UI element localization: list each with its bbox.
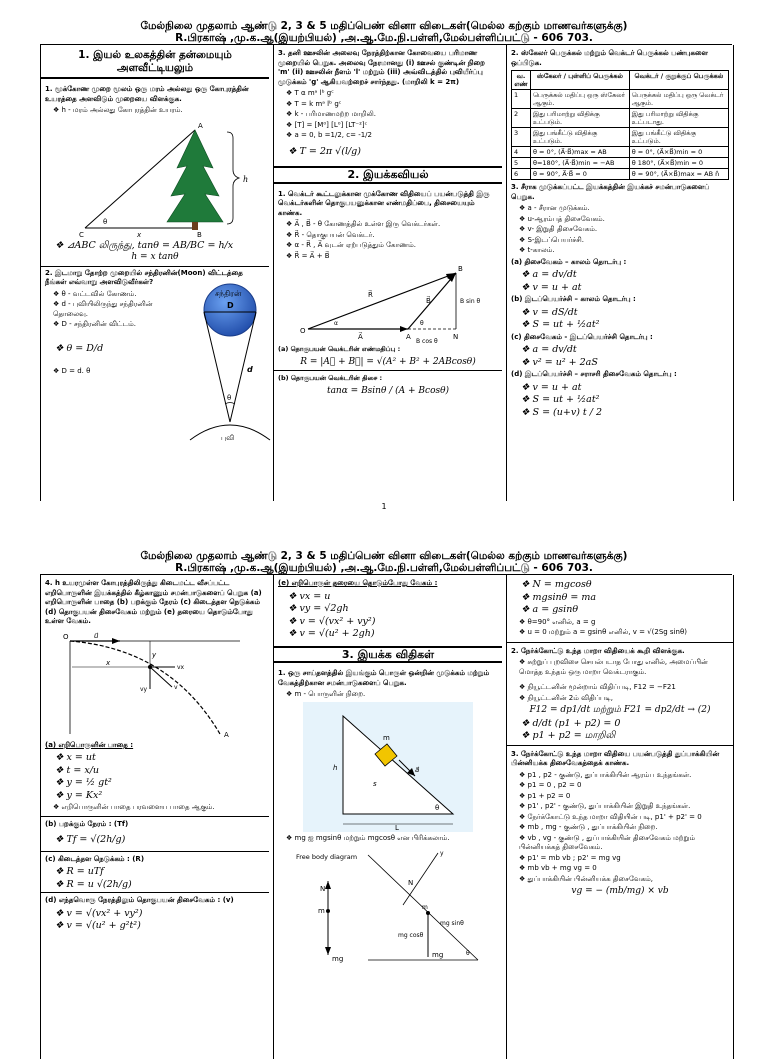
- equation: ❖ T = 2π √(l/g): [288, 145, 361, 157]
- svg-text:d: d: [247, 364, 253, 374]
- subheading: (a) திசைவேகம் – காலம் தொடர்பு :: [511, 257, 627, 266]
- svg-text:L: L: [395, 823, 399, 832]
- question: 1. மூக்கோண முறை மூலம் ஒரு மரம் அல்லது ஒரு கோபுரத்தின் உயரத்தை அளவிடும் முறையை விளக்குக.: [45, 85, 249, 103]
- equation: ❖ θ = D/d: [55, 342, 104, 354]
- table-cell: இது பரிமாற்று விதிக்கு உட்படும்.: [531, 109, 630, 128]
- equation: ❖ S = (u+v) t / 2: [521, 406, 603, 418]
- svg-text:θ: θ: [103, 217, 108, 226]
- svg-text:mg cosθ: mg cosθ: [398, 932, 424, 939]
- table-cell: θ = 0°, (A⃗·B⃗)max = AB: [531, 147, 630, 158]
- bullet: ❖ vb , vg - குண்டு , துப்பாக்கியின் திசைவேகம் மற்றும் பின்னியக்கத் திசைவேகம்.: [519, 833, 696, 851]
- equation: ❖ vy = √2gh: [288, 603, 349, 614]
- bullet: ❖ p1 + p2 = 0: [519, 791, 571, 800]
- svg-text:mg: mg: [432, 951, 444, 959]
- columns: [40, 44, 732, 442]
- bullet: ❖ எறிபொருளின் பாதை பரவளைய பாதை ஆகும்.: [53, 803, 215, 811]
- column-3: [506, 575, 734, 1059]
- table-cell: 3: [512, 128, 531, 147]
- table-cell: 4: [512, 147, 531, 158]
- svg-text:θ: θ: [420, 320, 424, 327]
- subheading: (a) எறிபொருளின் பாதை :: [45, 740, 134, 749]
- subheading: (d) எந்தவொரு நேரத்திலும் தொகுபயன் திசைவேகம் : (v): [45, 896, 234, 904]
- svg-text:y: y: [440, 850, 444, 857]
- bullet: ❖ d - புவியிலிருந்து சந்திரனின் தொலைவு.: [53, 300, 153, 318]
- table-header: வெக்டர் / குறுக்குப் பெருக்கல்: [629, 71, 728, 90]
- svg-text:mg sinθ: mg sinθ: [440, 920, 464, 927]
- subheading: (b) இடப்பெயர்ச்சி – காலம் தொடர்பு :: [511, 295, 636, 303]
- svg-text:A: A: [406, 333, 411, 341]
- equation: ❖ v = u + at: [521, 381, 582, 393]
- author-line: R.பிரகாஷ் ,மு.க.ஆ(இயற்பியல்) ,அ.ஆ.மே.நி.பள்ளி,மேல்பள்ளிப்பட்டு - 606 703.: [175, 562, 593, 574]
- bullet: ❖ p1 = 0 , p2 = 0: [519, 781, 582, 789]
- equation: ❖ t = x/u: [55, 764, 100, 776]
- table-cell: θ = 90°, (A⃗×B⃗)max = AB n̂: [629, 169, 728, 180]
- table-row: [512, 169, 729, 180]
- bullet: ❖ T α mᵃ lᵇ gᶜ: [286, 89, 334, 97]
- subheading: (c) கிடைத்தள நெடுக்கம் : (R): [45, 854, 145, 863]
- bullet: ❖ v- இறுதி திசைவேகம்.: [519, 225, 598, 233]
- page-2: [0, 540, 768, 1024]
- table-row: [512, 128, 729, 147]
- bullet: ❖ p1' , p2' - குண்டு, துப்பாக்கியின் இறுதி உந்தங்கள்.: [519, 802, 691, 810]
- svg-text:m: m: [383, 733, 390, 742]
- bullet: ❖ m - பொருளின் நிறை.: [286, 690, 366, 698]
- equation: ❖ vx = u: [288, 590, 331, 602]
- svg-text:N: N: [320, 885, 326, 893]
- svg-text:N: N: [408, 879, 414, 887]
- table-row: [512, 158, 729, 169]
- bullet: ❖ θ - வட்டவில் கோணம்.: [53, 289, 137, 298]
- bullet: ❖ h - மரம் அல்லது கோபுரத்தின் உயரம்.: [53, 106, 183, 114]
- svg-text:y: y: [152, 650, 157, 659]
- bullet: ❖ துப்பாக்கியின் பின்னியக்க திசைவேகம்,: [519, 874, 654, 883]
- page-number: 1: [381, 502, 387, 511]
- column-2: [273, 575, 502, 1059]
- vector-addition-diagram: [288, 263, 488, 343]
- bullet: ❖ A⃗ , B⃗ - θ கோணத்தில் உள்ள இரு வெக்டர்கள்.: [286, 220, 441, 228]
- svg-text:a⃗: a⃗: [415, 765, 420, 774]
- table-cell: θ = 0°, (A⃗×B⃗)min = 0: [629, 147, 728, 158]
- equation: ❖ mgsinθ = ma: [521, 591, 597, 603]
- equation: F12 = dp1/dt மற்றும் F21 = dp2/dt → (2): [529, 705, 711, 715]
- equation: R = |A⃗ + B⃗| = √(A² + B² + 2ABcosθ): [300, 356, 476, 367]
- svg-text:B: B: [197, 230, 202, 238]
- svg-text:u⃗: u⃗: [94, 631, 99, 640]
- question: 2. நேர்க்கோட்டு உந்த மாறா விதியைக் கூறி விளக்குக.: [511, 646, 685, 655]
- subheading: (b) பறக்கும் நேரம் : (Tf): [45, 819, 129, 828]
- svg-text:h: h: [333, 763, 338, 772]
- columns: [40, 574, 732, 963]
- question: 4. h உயரமுள்ள கோபுரத்திலிருந்து கிடைமட்ட வீசப்பட்ட எறிபொருளின் இயக்கத்தில் கீழ்காணும் சமன்பாடுகளைப் பெறுக (a) எறிபொருளின் பாதை (b) பறக்கும் நேரம் (c) கிடைத்தள நெடுக்கம் (d) தொகுபயன் திசைவேகம் மற்றும் (e) தரையை தொடும்போது உள்ள வேகம்.: [45, 579, 262, 625]
- bullet: ❖ k - பரிமாணமற்ற மாறிலி.: [286, 110, 377, 118]
- equation: h = x tanθ: [131, 252, 179, 262]
- equation: ❖ S = ut + ½at²: [521, 319, 600, 330]
- bullet: ❖ p1 , p2 - குண்டு, துப்பாக்கியின் ஆரம்ப உந்தங்கள்.: [519, 770, 692, 779]
- question: 3. சீராக முடுக்கப்பட்ட இயக்கத்தின் இயக்கச் சமன்பாடுகளைப் பெறுக.: [511, 183, 710, 201]
- table-cell: 1: [512, 90, 531, 109]
- svg-text:mg: mg: [332, 955, 344, 963]
- equation: ❖ p1 + p2 = மாறிலி: [521, 730, 616, 741]
- table-row: [512, 109, 729, 128]
- bullet: ❖ α - R⃗ , A⃗ வுடன் ஏற்படுத்தும் கோணம்.: [286, 241, 416, 249]
- column-3: [506, 45, 734, 501]
- equation: ❖ a = dv/dt: [521, 344, 577, 355]
- equation: ❖ v = √(u² + 2gh): [288, 628, 375, 639]
- section-title: 3. இயக்க விதிகள்: [274, 646, 502, 664]
- subheading: (d) இடப்பெயர்ச்சி – சராசரி திசைவேகம் தொடர்பு :: [511, 370, 677, 378]
- bullet: ❖ θ=90° எனில், a = g: [519, 617, 596, 626]
- equation: ❖ ⊿ABC லிருந்து, tanθ = AB/BC = h/x: [55, 239, 234, 251]
- svg-text:x: x: [106, 658, 111, 667]
- equation: ❖ v = √(u² + g²t²): [55, 920, 141, 931]
- tree-triangle-diagram: [55, 118, 255, 238]
- svg-text:B: B: [458, 265, 463, 273]
- moon-diameter-label: D: [227, 300, 234, 310]
- bullet: ❖ u-ஆரம்பத் திசைவேகம்.: [519, 214, 605, 223]
- equation: ❖ a = gsinθ: [521, 604, 579, 615]
- inclined-plane-diagram: [303, 702, 473, 832]
- svg-text:vx: vx: [177, 663, 185, 671]
- svg-text:A: A: [224, 730, 229, 739]
- equation: ❖ R = uTf: [55, 866, 104, 877]
- svg-text:A: A: [198, 121, 203, 130]
- page-title: மேல்நிலை முதலாம் ஆண்டு 2, 3 & 5 மதிப்பெண் வினா விடைகள்(மெல்ல கற்கும் மாணவர்களுக்கு): [140, 20, 628, 32]
- question: 3. நேர்க்கோட்டு உந்த மாறா விதியை பயன்படுத்தி துப்பாக்கியின் பின்னியக்க திசைவேகத்தைக் காண்க.: [511, 749, 720, 767]
- bullet: ❖ p1' = mb vb ; p2' = mg vg: [519, 853, 621, 862]
- table-row: [512, 90, 729, 109]
- table-cell: இது பரிமாற்று விதிக்கு உட்படாது.: [629, 109, 728, 128]
- table-cell: 5: [512, 158, 531, 169]
- svg-text:B sin θ: B sin θ: [460, 298, 481, 305]
- svg-text:R⃗: R⃗: [368, 291, 373, 299]
- bullet: ❖ R⃗ - தொகுபயன் வெக்டர்.: [286, 230, 375, 239]
- column-2: [273, 45, 502, 501]
- section-title: 1. இயல் உலகத்தின் தன்மையும் அளவீட்டியலும்: [41, 47, 269, 79]
- table-cell: பெருக்கல் மதிப்பு ஒரு வெக்டர் ஆகும்.: [629, 90, 728, 109]
- svg-text:m: m: [422, 904, 428, 911]
- equation: ❖ N = mgcosθ: [521, 579, 592, 590]
- page-title: மேல்நிலை முதலாம் ஆண்டு 2, 3 & 5 மதிப்பெண் வினா விடைகள்(மெல்ல கற்கும் மாணவர்களுக்கு): [140, 550, 628, 562]
- svg-text:α: α: [334, 320, 338, 327]
- bullet: ❖ நியூட்டனின் 2ம் விதிப்படி,: [519, 693, 613, 702]
- bullet: ❖ R⃗ = A⃗ + B⃗: [286, 251, 330, 260]
- equation: ❖ D = d. θ: [53, 367, 91, 375]
- svg-text:h: h: [243, 174, 249, 184]
- svg-text:m: m: [318, 907, 325, 915]
- bullet: ❖ D - சந்திரனின் விட்டம்.: [53, 320, 136, 328]
- bullet: ❖ mb vb + mg vg = 0: [519, 864, 597, 872]
- bullet: ❖ நியூட்டனின் மூன்றாம் விதிப்படி, F12 = −F21: [519, 683, 676, 691]
- svg-text:A⃗: A⃗: [358, 333, 363, 341]
- bullet: ❖ நேர்க்கோட்டு உந்த மாறா விதியின் படி, p1' + p2' = 0: [519, 812, 702, 821]
- table-header: வ. எண்: [512, 71, 531, 90]
- table-row: [512, 147, 729, 158]
- equation: ❖ y = Kx²: [55, 789, 103, 801]
- table-cell: 6: [512, 169, 531, 180]
- equation: ❖ d/dt (p1 + p2) = 0: [521, 717, 621, 729]
- subheading: (e) எறிபொருள் தரையை தொடும்போது வேகம் :: [278, 579, 438, 587]
- bullet: ❖ u = 0 மற்றும் a = gsinθ எனில், v = √(2Sg sinθ): [519, 628, 687, 636]
- equation: ❖ y = ½ gt²: [55, 777, 112, 788]
- moon-parallax-diagram: [185, 282, 275, 442]
- table-header-row: [512, 71, 729, 90]
- table-cell: பெருக்கல் மதிப்பு ஒரு ஸ்கேலர் ஆகும்.: [531, 90, 630, 109]
- bullet: ❖ சுற்றுப் புறவிசை செயல்படாத போது எனில், அமைப்பின் மொத்த உந்தம் ஒரு மாறா வெக்டராகும்.: [519, 658, 708, 676]
- question: 2. இடமாறு தோற்ற முறையில் சந்திரனின்(Moon) விட்டத்தை நீங்கள் எவ்வாறு அளவிடுவீர்கள்?: [45, 268, 243, 286]
- question: 1. வெக்டர் கூட்டலுக்கான முக்கோண விதியைப் பயன்படுத்தி இரு வெக்டர்களின் தொகுபயனுக்கான எண்மதிப்பை, திசையையும் காண்க.: [278, 189, 490, 217]
- projectile-diagram: [60, 629, 250, 739]
- equation: vg = − (mb/mg) × vb: [571, 886, 669, 896]
- svg-text:B⃗: B⃗: [426, 297, 431, 305]
- svg-text:N: N: [453, 333, 459, 341]
- svg-text:vy: vy: [140, 685, 148, 693]
- bullet: ❖ mg ஐ mgsinθ மற்றும் mgcosθ என பிரிக்கலாம்.: [286, 833, 450, 842]
- table-cell: இது பங்கீட்டு விதிக்கு உட்படும்.: [531, 128, 630, 147]
- svg-text:v: v: [174, 683, 178, 691]
- equation: ❖ x = ut: [55, 752, 96, 763]
- bullet: ❖ t-காலம்.: [519, 246, 555, 254]
- subheading: (c) திசைவேகம் - இடப்பெயர்ச்சி தொடர்பு :: [511, 332, 653, 341]
- equation: ❖ R = u √(2h/g): [55, 878, 132, 890]
- free-body-diagram: [288, 845, 488, 965]
- equation: ❖ v = u + at: [521, 281, 582, 293]
- equation: tanα = Bsinθ / (A + Bcosθ): [326, 385, 450, 396]
- table-header: ஸ்கேலர் / புள்ளிப் பெருக்கல்: [531, 71, 630, 90]
- column-1: [40, 575, 269, 1059]
- bullet: ❖ a - சீரான முடுக்கம்.: [519, 204, 590, 212]
- equation: ❖ v = √(vx² + vy²): [288, 615, 376, 627]
- equation: ❖ v = √(vx² + vy²): [55, 907, 143, 919]
- table-cell: 2: [512, 109, 531, 128]
- bullet: ❖ [T] = [M⁰] [L⁰] [LT⁻²]ᶜ: [286, 120, 368, 129]
- svg-text:θ: θ: [435, 803, 440, 812]
- moon-label: சந்திரன்: [215, 288, 242, 298]
- equation: ❖ S = ut + ½at²: [521, 394, 600, 405]
- question: 3. தனி ஊசலின் அலைவு நேரத்திற்கான கோவையை பரிமாண முறையில் பெறுக. அலைவு நேரமானது (i) ஊசல் குண்டின் நிறை 'm' (ii) ஊசலின் நீளம் 'l' மற்றும் (iii) அவ்விடத்தில் புவியீர்ப்பு முடுக்கம் 'g' ஆகியவற்றைச் சார்ந்தது. (மாறிலி k = 2π): [278, 49, 485, 86]
- svg-text:θ: θ: [227, 393, 232, 402]
- svg-text:C: C: [79, 230, 84, 238]
- svg-text:O: O: [63, 632, 69, 641]
- svg-text:x: x: [137, 230, 142, 238]
- svg-text:θ: θ: [466, 950, 470, 957]
- author-line: R.பிரகாஷ் ,மு.க.ஆ(இயற்பியல்) ,அ.ஆ.மே.நி.பள்ளி,மேல்பள்ளிப்பட்டு - 606 703.: [175, 32, 593, 44]
- svg-text:s: s: [373, 779, 377, 788]
- table-cell: θ=180°, (A⃗·B⃗)min = −AB: [531, 158, 630, 169]
- section-title: 2. இயக்கவியல்: [274, 166, 502, 184]
- subheading: (a) தொகுபயன் வெக்டரின் எண்மதிப்பு :: [278, 345, 401, 353]
- subheading: (b) தொகுபயன் வெக்டரின் திசை :: [278, 374, 383, 382]
- comparison-table: [511, 70, 729, 180]
- question: 2. ஸ்கேலர் பெருக்கல் மற்றும் வெக்டர் பெருக்கல் பண்புகளை ஒப்பிடுக.: [511, 49, 708, 67]
- equation: ❖ Tf = √(2h/g): [55, 834, 126, 845]
- page-1: [0, 0, 768, 511]
- table-cell: θ 180°, (A⃗×B⃗)min = 0: [629, 158, 728, 169]
- svg-text:O: O: [300, 327, 306, 335]
- bullet: ❖ T = k mᵃ lᵇ gᶜ: [286, 99, 342, 108]
- bullet: ❖ mb , mg - குண்டு , துப்பாக்கியின் நிறை.: [519, 823, 658, 831]
- equation: ❖ v² = u² + 2aS: [521, 356, 598, 368]
- bullet: ❖ a = 0, b =1/2, c= -1/2: [286, 131, 372, 139]
- earth-label: புவி: [221, 433, 235, 442]
- bullet: ❖ S-இடப்பெயர்ச்சி.: [519, 235, 584, 244]
- fbd-label: Free body diagram: [296, 853, 358, 861]
- svg-text:B cos θ: B cos θ: [416, 338, 438, 343]
- equation: ❖ a = dv/dt: [521, 269, 577, 280]
- equation: ❖ v = dS/dt: [521, 306, 578, 318]
- column-1: [40, 45, 269, 501]
- table-cell: θ = 90°, A⃗·B⃗ = 0: [531, 169, 630, 180]
- table-cell: இது பங்கீட்டு விதிக்கு உட்படும்.: [629, 128, 728, 147]
- question: 1. ஒரு சாய்தளத்தில் இயங்கும் பொருள் ஒன்றின் முடுக்கம் மற்றும் வேகத்திற்கான சமன்பாடுகளைப் பெறுக.: [278, 669, 490, 687]
